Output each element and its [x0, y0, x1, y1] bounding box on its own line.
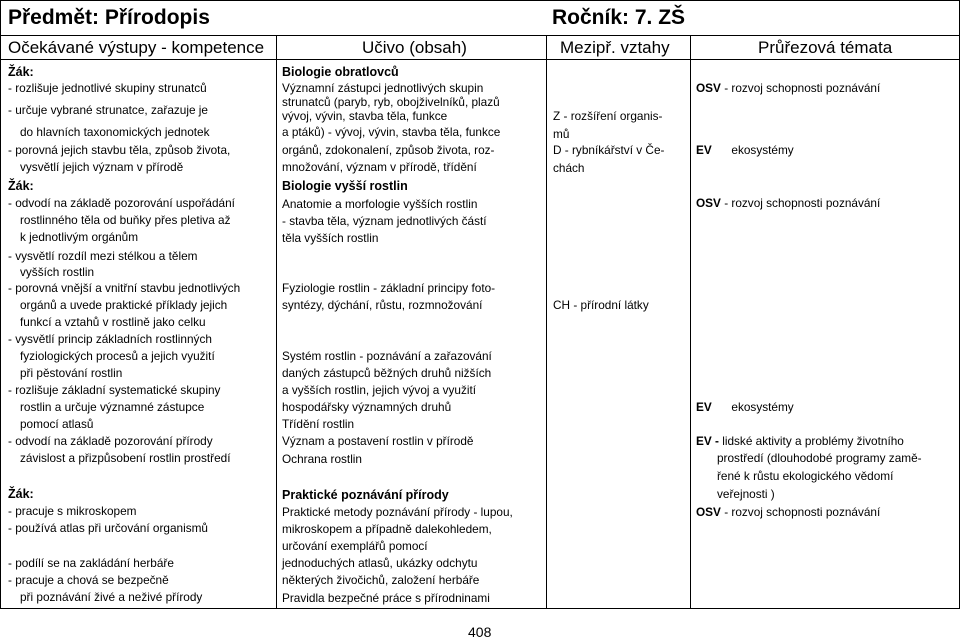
- col1-line: při poznávání živé a neživé přírody: [20, 590, 203, 604]
- col2-line: určování exemplářů pomocí: [282, 539, 428, 553]
- col2-line: a ptáků) - vývoj, vývin, stavba těla, funkce: [282, 125, 501, 139]
- col2-line: množování, význam v přírodě, třídění: [282, 160, 477, 174]
- topic-code: OSV: [696, 505, 721, 519]
- col2-line: mikroskopem a případně dalekohledem,: [282, 522, 492, 536]
- col2-line: Významní zástupci jednotlivých skupin: [282, 81, 484, 95]
- col1-line: závislost a přizpůsobení rostlin prostředí: [20, 451, 231, 465]
- header-content: Učivo (obsah): [362, 38, 467, 57]
- column-divider-3: [690, 35, 691, 609]
- col3-line: Z - rozšíření organis-: [553, 109, 663, 123]
- col1-line: - určuje vybrané strunatce, zařazuje je: [8, 103, 208, 117]
- col2-line: Fyziologie rostlin - základní principy foto-: [282, 281, 496, 295]
- col1-line: k jednotlivým orgánům: [20, 230, 139, 244]
- table-bottom-border: [0, 608, 960, 609]
- col1-line: - porovná vnější a vnitřní stavbu jednotlivých: [8, 281, 241, 295]
- col2-line: daných zástupců běžných druhů nižších: [282, 366, 492, 380]
- col2-line: některých živočichů, založení herbáře: [282, 573, 480, 587]
- topic-code: OSV: [696, 196, 721, 210]
- col1-line: - pracuje s mikroskopem: [8, 504, 137, 518]
- col2-line: Biologie vyšší rostlin: [282, 179, 408, 193]
- col1-line: - pracuje a chová se bezpečně: [8, 573, 169, 587]
- col1-line: vyšších rostlin: [20, 265, 95, 279]
- col2-line: těla vyšších rostlin: [282, 231, 379, 245]
- topic-text: - rozvoj schopnosti poznávání: [720, 505, 881, 519]
- col2-line: Biologie obratlovců: [282, 65, 399, 79]
- col2-line: jednoduchých atlasů, ukázky odchytu: [282, 556, 478, 570]
- col1-line: rostlinného těla od buňky přes pletiva až: [20, 213, 231, 227]
- col3-line: CH - přírodní látky: [553, 298, 649, 312]
- col3-line: chách: [553, 161, 585, 175]
- topic-text: řené k růstu ekologického vědomí: [717, 469, 894, 483]
- header-bottom-border: [0, 59, 960, 60]
- col1-line: - odvodí na základě pozorování uspořádání: [8, 196, 235, 210]
- col4-line: [696, 435, 904, 448]
- topic-code: EV: [696, 400, 712, 414]
- col2-line: Anatomie a morfologie vyšších rostlin: [282, 197, 478, 211]
- topic-text: - rozvoj schopnosti poznávání: [720, 196, 881, 210]
- topic-text: ekosystémy: [711, 400, 794, 414]
- col2-line: Pravidla bezpečné práce s přírodninami: [282, 591, 490, 605]
- col1-line: - používá atlas při určování organismů: [8, 521, 208, 535]
- col4-line: [696, 197, 880, 210]
- header-outcomes: Očekávané výstupy - kompetence: [8, 38, 265, 57]
- topic-text: veřejnosti ): [717, 487, 775, 501]
- col4-line: [696, 506, 880, 519]
- col1-line: - rozlišuje základní systematické skupiny: [8, 383, 221, 397]
- title-bottom-border: [0, 35, 960, 36]
- col1-line: orgánů a uvede praktické příklady jejich: [20, 298, 228, 312]
- col4-line: [717, 452, 922, 465]
- topic-text: lidské aktivity a problémy životního: [722, 434, 904, 448]
- topic-text: prostředí (dlouhodobé programy zamě-: [717, 451, 922, 465]
- col2-line: a vyšších rostlin, jejich vývoj a využití: [282, 383, 477, 397]
- grade-title: Ročník: 7. ZŠ: [552, 6, 686, 29]
- col1-line: rostlin a určuje významné zástupce: [20, 400, 205, 414]
- col1-line: - rozlišuje jednotlivé skupiny strunatců: [8, 81, 207, 95]
- col4-line: [717, 488, 775, 501]
- col1-line: funkcí a vztahů v rostlině jako celku: [20, 315, 206, 329]
- col1-line: - vysvětlí rozdíl mezi stélkou a tělem: [8, 249, 198, 263]
- col4-line: [696, 144, 794, 157]
- col1-line: vysvětlí jejich význam v přírodě: [20, 160, 184, 174]
- column-divider-1: [276, 35, 277, 609]
- col2-line: orgánů, zdokonalení, způsob života, roz-: [282, 143, 495, 157]
- page-number: 408: [468, 624, 492, 640]
- col2-line: Třídění rostlin: [282, 417, 355, 431]
- col1-line: do hlavních taxonomických jednotek: [20, 125, 210, 139]
- col1-line: pomocí atlasů: [20, 417, 94, 431]
- header-cross-subject: Mezipř. vztahy: [560, 38, 670, 57]
- topic-code: EV -: [696, 434, 723, 448]
- col1-line: - odvodí na základě pozorování přírody: [8, 434, 213, 448]
- col1-line: fyziologických procesů a jejich využití: [20, 349, 215, 363]
- col1-line: - vysvětlí princip základních rostlinných: [8, 332, 212, 346]
- col1-line: Žák:: [8, 179, 34, 193]
- column-divider-2: [546, 35, 547, 609]
- col1-line: - podílí se na zakládání herbáře: [8, 556, 174, 570]
- col2-line: Praktické poznávání přírody: [282, 488, 449, 502]
- topic-text: ekosystémy: [711, 143, 794, 157]
- table-left-border: [0, 0, 1, 609]
- col2-line: syntézy, dýchání, růstu, rozmnožování: [282, 298, 483, 312]
- col3-line: D - rybníkářství v Če-: [553, 143, 665, 157]
- col2-line: Význam a postavení rostlin v přírodě: [282, 434, 474, 448]
- col2-line: Ochrana rostlin: [282, 452, 362, 466]
- col1-line: Žák:: [8, 487, 34, 501]
- col2-line: Systém rostlin - poznávání a zařazování: [282, 349, 492, 363]
- col4-line: [696, 82, 880, 95]
- header-cross-topics: Průřezová témata: [758, 38, 893, 57]
- topic-text: - rozvoj schopnosti poznávání: [720, 81, 881, 95]
- col2-line: - stavba těla, význam jednotlivých částí: [282, 214, 487, 228]
- col2-line: vývoj, vývin, stavba těla, funkce: [282, 109, 448, 123]
- col2-line: hospodářsky významných druhů: [282, 400, 452, 414]
- subject-title: Předmět: Přírodopis: [8, 6, 210, 29]
- topic-code: EV: [696, 143, 712, 157]
- col1-line: při pěstování rostlin: [20, 366, 123, 380]
- col4-line: [696, 401, 794, 414]
- table-top-border: [0, 0, 960, 1]
- topic-code: OSV: [696, 81, 721, 95]
- col2-line: Praktické metody poznávání přírody - lupou,: [282, 505, 513, 519]
- col4-line: [717, 470, 893, 483]
- col3-line: mů: [553, 127, 570, 141]
- col1-line: - porovná jejich stavbu těla, způsob života,: [8, 143, 231, 157]
- col1-line: Žák:: [8, 65, 34, 79]
- col2-line: strunatců (paryb, ryb, obojživelníků, plazů: [282, 95, 500, 109]
